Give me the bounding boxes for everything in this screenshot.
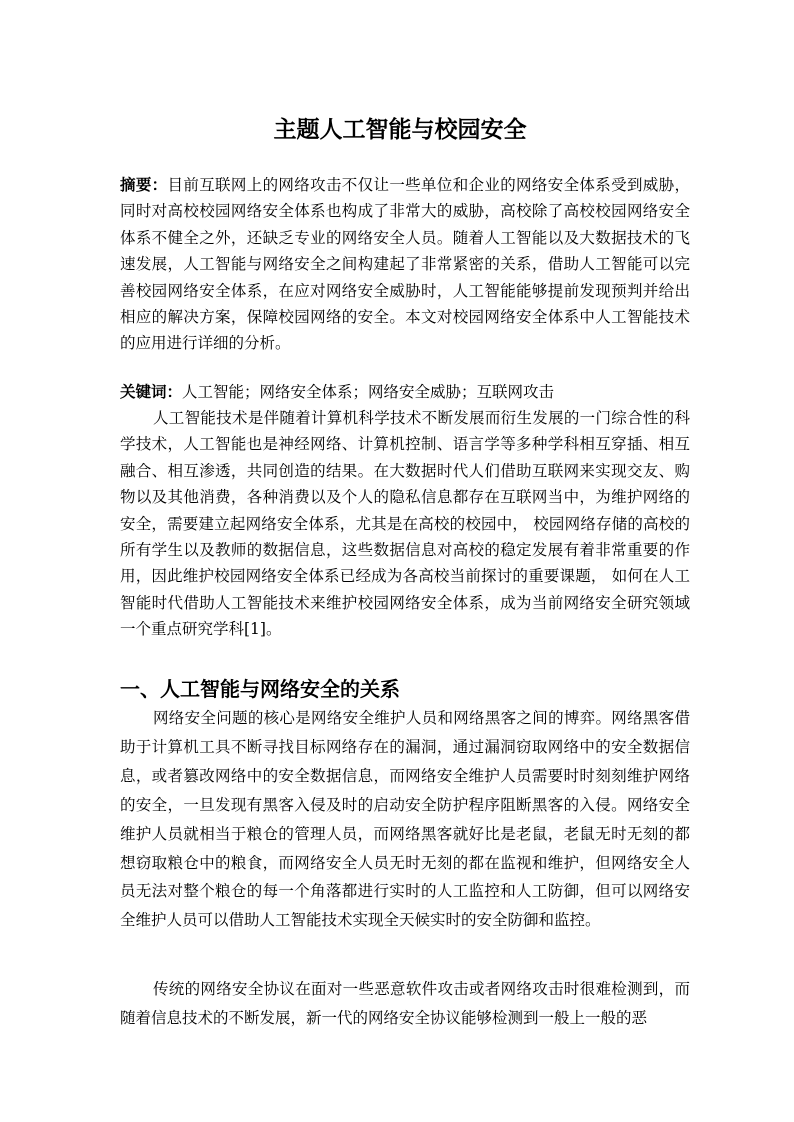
body-paragraph: 网络安全问题的核心是网络安全维护人员和网络黑客之间的博弈。网络黑客借助于计算机工具不断寻找目标网络存在的漏洞，通过漏洞窃取网络中的安全数据信息，或者篡改网络中的安全数据信息，而网络安全维护人员需要时时刻刻维护网络的安全，一旦发现有黑客入侵及时的启动安全防护程序阻断黑客的入侵。网络安全维护人员就相当于粮仓的管理人员，而网络黑客就好比是老鼠，老鼠无时无刻的都想窃取粮仓中的粮食，而网络安全人员无时无刻的都在监视和维护，但网络安全人员无法对整个粮仓的每一个角落都进行实时的人工监控和人工防御，但可以网络安全维护人员可以借助人工智能技术实现全天候实时的安全防御和监控。 xyxy=(120,709,690,930)
body-paragraph: 传统的网络安全协议在面对一些恶意软件攻击或者网络攻击时很难检测到，而随着信息技术的不断发展，新一代的网络安全协议能够检测到一般上一般的恶 xyxy=(120,980,690,1027)
intro-paragraph: 人工智能技术是伴随着计算机科学技术不断发展而衍生发展的一门综合性的科学技术，人工智能也是神经网络、计算机控制、语言学等多种学科相互穿插、相互融合、相互渗透，共同创造的结果。在大数据时代人们借助互联网来实现交友、购物以及其他消费，各种消费以及个人的隐私信息都存在互联网当中，为维护网络的安全，需要建立起网络安全体系，尤其是在高校的校园中， 校园网络存储的高校的所有学生以及教师的数据信息，这些数据信息对高校的稳定发展有着非常重要的作用，因此维护校园网络安全体系已经成为各高校当前探讨的重要课题， 如何在人工智能时代借助人工智能技术来维护校园网络安全体系，成为当前网络安全研究领域一个重点研究学科[1]。 xyxy=(120,409,690,639)
keywords-label: 关键词： xyxy=(120,383,183,401)
page-title: 主题人工智能与校园安全 xyxy=(273,117,527,143)
abstract-text: 目前互联网上的网络攻击不仅让一些单位和企业的网络安全体系受到威胁，同时对高校校园网络安全体系也构成了非常大的威胁，高校除了高校校园网络安全体系不健全之外，还缺乏专业的网络安全人员。随着人工智能以及大数据技术的飞速发展，人工智能与网络安全之间构建起了非常紧密的关系，借助人工智能可以完善校园网络安全体系，在应对网络安全威胁时，人工智能能够提前发现预判并给出相应的解决方案，保障校园网络的安全。本文对校园网络安全体系中人工智能技术的应用进行详细的分析。 xyxy=(120,176,690,353)
section-heading: 一、人工智能与网络安全的关系 xyxy=(120,677,400,701)
abstract-label: 摘要： xyxy=(120,176,168,194)
keywords-text: 人工智能；网络安全体系；网络安全威胁；互联网攻击 xyxy=(182,383,555,401)
abstract-paragraph xyxy=(120,172,690,357)
keywords-paragraph xyxy=(120,379,690,405)
